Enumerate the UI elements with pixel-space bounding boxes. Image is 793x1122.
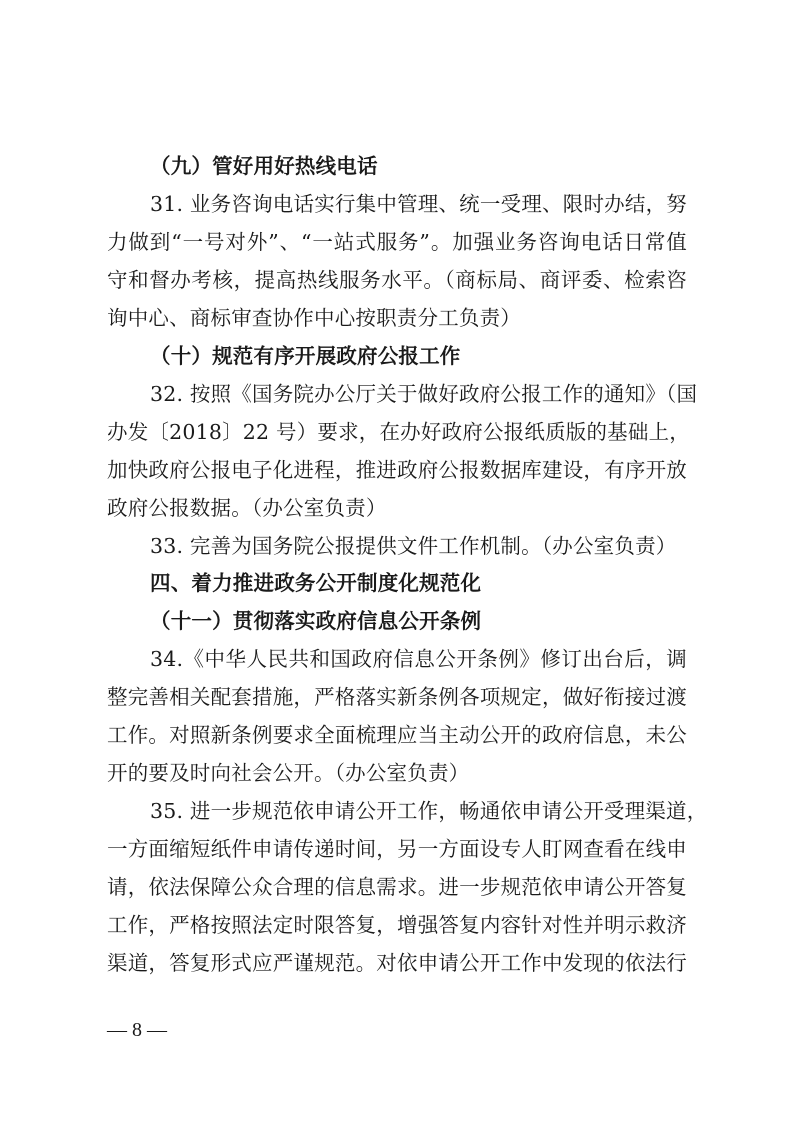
paragraph-35-line-2: 一方面缩短纸件申请传递时间，另一方面设专人盯网查看在线申 (107, 837, 687, 861)
paragraph-35-line-5: 渠道，答复形式应严谨规范。对依申请公开工作中发现的依法行 (107, 951, 687, 975)
paragraph-32-line-3: 加快政府公报电子化进程，推进政府公报数据库建设，有序开放 (107, 458, 687, 482)
paragraph-34-line-1: 34.《中华人民共和国政府信息公开条例》修订出台后，调 (150, 647, 687, 671)
paragraph-31-line-2: 力做到“一号对外”、“一站式服务”。加强业务咨询电话日常值 (107, 230, 687, 254)
paragraph-31-line-4: 询中心、商标审查协作中心按职责分工负责） (107, 306, 521, 330)
page-number: — 8 — (107, 1019, 167, 1041)
paragraph-34-line-3: 工作。对照新条例要求全面梳理应当主动公开的政府信息，未公 (107, 723, 687, 747)
paragraph-34-line-2: 整完善相关配套措施，严格落实新条例各项规定，做好衔接过渡 (107, 685, 687, 709)
heading-section-9: （九）管好用好热线电话 (150, 154, 378, 178)
paragraph-31-line-1: 31. 业务咨询电话实行集中管理、统一受理、限时办结，努 (150, 192, 687, 216)
paragraph-32-line-2: 办发〔2018〕22 号）要求，在办好政府公报纸质版的基础上， (107, 420, 690, 444)
paragraph-32-line-4: 政府公报数据。（办公室负责） (107, 496, 387, 520)
paragraph-31-line-3: 守和督办考核，提高热线服务水平。（商标局、商评委、检索咨 (107, 268, 687, 292)
heading-section-11: （十一）贯彻落实政府信息公开条例 (150, 609, 482, 633)
paragraph-35-line-1: 35. 进一步规范依申请公开工作，畅通依申请公开受理渠道， (150, 799, 708, 823)
heading-section-10: （十）规范有序开展政府公报工作 (150, 344, 461, 368)
paragraph-33: 33. 完善为国务院公报提供文件工作机制。（办公室负责） (150, 534, 677, 558)
heading-part-4: 四、着力推进政务公开制度化规范化 (150, 571, 482, 595)
paragraph-35-line-4: 工作，严格按照法定时限答复，增强答复内容针对性并明示救济 (107, 913, 687, 937)
paragraph-32-line-1: 32. 按照《国务院办公厅关于做好政府公报工作的通知》（国 (150, 382, 698, 406)
paragraph-34-line-4: 开的要及时向社会公开。（办公室负责） (107, 761, 470, 785)
paragraph-35-line-3: 请，依法保障公众合理的信息需求。进一步规范依申请公开答复 (107, 875, 687, 899)
